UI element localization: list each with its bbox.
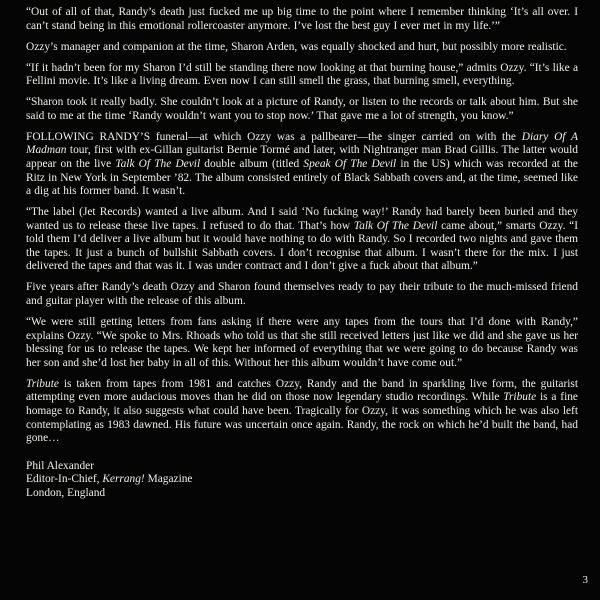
article-paragraph (26, 62, 578, 89)
article-paragraph (26, 206, 578, 274)
italic-title-text: Talk Of The Devil (353, 219, 438, 232)
author-title-prefix: Editor-In-Chief, (26, 473, 103, 486)
author-signature (26, 460, 578, 501)
paragraph-text: “We were still getting letters from fans asking if there were any tapes from the tours that I’d done with Randy,” explains Ozzy. “We spoke to Mrs. Rhoads who told us that she still received letters just like we did and she gave us her blessing for us to release the tapes. We kept her informed of everything that we were going to do because Randy was her son and she’d lost her baby in all of this. Without her this album wouldn’t have come out.” (26, 316, 578, 369)
article-paragraph (26, 6, 578, 33)
paragraph-text: Five years after Randy’s death Ozzy and Sharon found themselves ready to pay their tribute to the much-missed friend and guitar player with the release of this album. (26, 281, 578, 308)
article-paragraph (26, 281, 578, 308)
paragraph-text: came about,” smarts Ozzy. “I told them I’d deliver a live album but it would have nothing to do with Randy. So I recorded two nights and gave them the tapes. It just a bunch of bullshit Sabbath covers. I don’t recognise that album. I wasn’t there for the mix. I just delivered the tapes and that was it. I was under contract and I don’t give a fuck about that album.” (26, 219, 579, 273)
paragraph-text: Ozzy’s manager and companion at the time, Sharon Arden, was equally shocked and hurt, but possibly more realistic. (26, 40, 567, 53)
publication-name: Kerrang! (102, 473, 145, 486)
paragraph-text: tour, first with ex-Gillan guitarist Bernie Tormé and later, with Nightranger man Brad Gillis. The latter would appear on the live (26, 144, 578, 170)
paragraph-text: “The label (Jet Records) wanted a live album. And I said ‘No fucking way!’ Randy had barely been buried and they wanted us to release these live tapes. I refused to do that. That’s how (26, 206, 578, 232)
paragraph-text: is taken from tapes from 1981 and catches Ozzy, Randy and the band in sparkling live form, the guitarist attempting even more audacious moves than he did on those now legendary studio recordings. While (26, 377, 578, 404)
page-number: 3 (582, 574, 588, 586)
article-paragraph (26, 96, 578, 123)
italic-title-text: Talk Of The Devil (115, 157, 201, 170)
paragraph-text: is a fine homage to Randy, it also suggests what could have been. Tragically for Ozzy, it was something which he was also left contemplating as 1983 dawned. His future was uncertain once again. Randy, the rock on which he’d built the band, had gone… (26, 391, 578, 445)
italic-title-text: Tribute (26, 377, 59, 390)
paragraph-text: double album (titled (200, 157, 304, 170)
article-body (26, 6, 578, 446)
author-location: London, England (26, 486, 106, 499)
author-title (26, 473, 578, 487)
article-paragraph (26, 316, 578, 370)
article-paragraph (26, 41, 578, 55)
italic-title-text: Tribute (503, 391, 537, 404)
article-paragraph (26, 131, 578, 199)
paragraph-text: FOLLOWING RANDY’S funeral—at which Ozzy was a pallbearer—the singer carried on with the (26, 130, 522, 143)
author-name: Phil Alexander (26, 459, 95, 472)
author-title-suffix: Magazine (144, 473, 193, 486)
article-paragraph (26, 378, 578, 446)
paragraph-text: “Out of all of that, Randy’s death just fucked me up big time to the point where I remember thinking ‘It’s all over. I can’t stand being in this emotional rollercoaster anymore. I’ve lost the best guy I ever met in my life.’” (26, 6, 578, 32)
paragraph-text: “If it hadn’t been for my Sharon I’d still be standing there now looking at that burning house,” admits Ozzy. “It’s like a Fellini movie. It’s like a living dream. Even now I can still smell the grass, that burning smell, everything. (26, 61, 578, 88)
paragraph-text: “Sharon took it really badly. She couldn’t look at a picture of Randy, or listen to the records or talk about him. But she said to me at the time ‘Randy wouldn’t want you to stop now.’ That gave me a lot of strength, you know.” (26, 96, 578, 122)
paragraph-text: in the US) which was recorded at the Ritz in New York in September ’82. The album consisted entirely of Black Sabbath covers and, at the time, seemed like a dig at his former band. It wasn’t. (26, 157, 578, 198)
italic-title-text: Diary Of A Madman (26, 130, 578, 157)
italic-title-text: Speak Of The Devil (303, 157, 397, 170)
